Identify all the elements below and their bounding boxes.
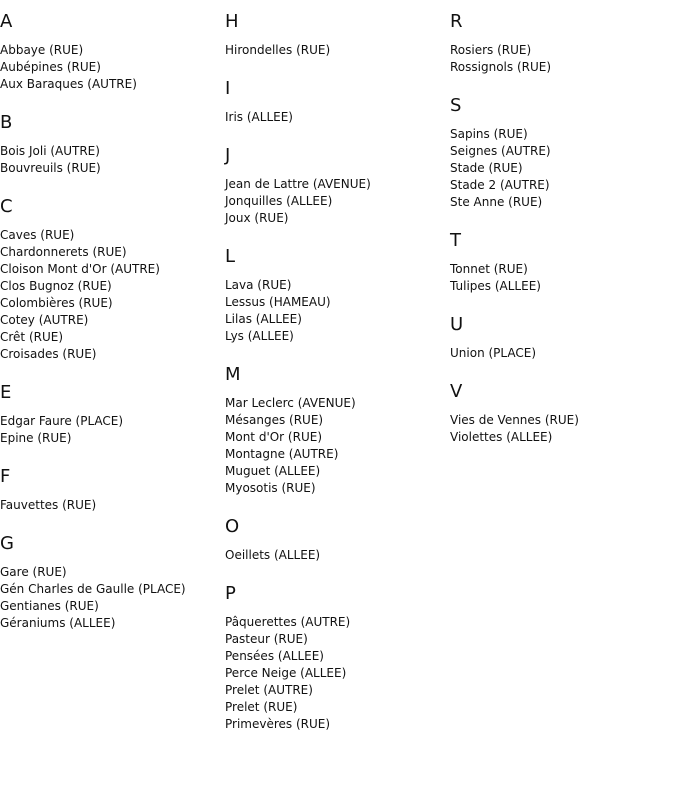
street-index-column-1	[0, 0, 225, 632]
street-link[interactable]: Rossignols (RUE)	[450, 60, 552, 74]
letter-heading: B	[0, 112, 13, 133]
letter-heading: I	[225, 78, 231, 99]
street-link[interactable]: Violettes (ALLEE)	[450, 430, 553, 444]
street-link[interactable]: Mar Leclerc (AVENUE)	[225, 396, 356, 410]
street-link[interactable]: Chardonnerets (RUE)	[0, 245, 127, 259]
letter-group	[225, 146, 450, 227]
letter-group	[450, 382, 675, 446]
letter-group	[0, 467, 225, 514]
letter-group	[0, 534, 225, 632]
street-link[interactable]: Prelet (RUE)	[225, 700, 298, 714]
street-link[interactable]: Mésanges (RUE)	[225, 413, 324, 427]
street-link[interactable]: Cloison Mont d'Or (AUTRE)	[0, 262, 160, 276]
street-link[interactable]: Croisades (RUE)	[0, 347, 97, 361]
street-link[interactable]: Vies de Vennes (RUE)	[450, 413, 579, 427]
street-link[interactable]: Pâquerettes (AUTRE)	[225, 615, 351, 629]
letter-group	[450, 12, 675, 76]
street-link[interactable]: Gare (RUE)	[0, 565, 67, 579]
street-link[interactable]: Primevères (RUE)	[225, 717, 331, 731]
letter-group	[0, 12, 225, 93]
street-link[interactable]: Ste Anne (RUE)	[450, 195, 543, 209]
street-link[interactable]: Union (PLACE)	[450, 346, 537, 360]
street-link[interactable]: Hirondelles (RUE)	[225, 43, 331, 57]
letter-heading: L	[225, 246, 236, 267]
street-link[interactable]: Gentianes (RUE)	[0, 599, 99, 613]
street-link[interactable]: Edgar Faure (PLACE)	[0, 414, 124, 428]
street-index-column-3	[450, 0, 675, 446]
letter-heading: P	[225, 583, 236, 604]
street-link[interactable]: Clos Bugnoz (RUE)	[0, 279, 112, 293]
letter-group	[225, 12, 450, 59]
letter-group	[0, 113, 225, 177]
street-link[interactable]: Prelet (AUTRE)	[225, 683, 313, 697]
street-index-column-2	[225, 0, 450, 733]
street-link[interactable]: Stade (RUE)	[450, 161, 523, 175]
letter-group	[450, 315, 675, 362]
letter-heading: T	[450, 230, 461, 251]
letter-group	[450, 231, 675, 295]
street-link[interactable]: Crêt (RUE)	[0, 330, 64, 344]
letter-group	[225, 247, 450, 345]
street-link[interactable]: Bouvreuils (RUE)	[0, 161, 101, 175]
street-link[interactable]: Oeillets (ALLEE)	[225, 548, 321, 562]
street-link[interactable]: Perce Neige (ALLEE)	[225, 666, 347, 680]
street-link[interactable]: Abbaye (RUE)	[0, 43, 84, 57]
letter-heading: H	[225, 11, 239, 32]
street-link[interactable]: Stade 2 (AUTRE)	[450, 178, 550, 192]
letter-heading: C	[0, 196, 13, 217]
street-link[interactable]: Montagne (AUTRE)	[225, 447, 339, 461]
letter-group	[225, 584, 450, 733]
street-link[interactable]: Tulipes (ALLEE)	[450, 279, 541, 293]
letter-group	[225, 365, 450, 497]
letter-heading: V	[450, 381, 463, 402]
street-link[interactable]: Géraniums (ALLEE)	[0, 616, 116, 630]
letter-heading: U	[450, 314, 464, 335]
street-link[interactable]: Gén Charles de Gaulle (PLACE)	[0, 582, 186, 596]
street-link[interactable]: Pensées (ALLEE)	[225, 649, 324, 663]
street-link[interactable]: Lilas (ALLEE)	[225, 312, 302, 326]
letter-group	[225, 79, 450, 126]
street-link[interactable]: Myosotis (RUE)	[225, 481, 316, 495]
letter-heading: M	[225, 364, 241, 385]
street-link[interactable]: Iris (ALLEE)	[225, 110, 293, 124]
street-link[interactable]: Fauvettes (RUE)	[0, 498, 97, 512]
letter-group	[0, 197, 225, 363]
street-link[interactable]: Colombières (RUE)	[0, 296, 113, 310]
street-link[interactable]: Caves (RUE)	[0, 228, 75, 242]
letter-heading: F	[0, 466, 11, 487]
letter-heading: J	[225, 145, 231, 166]
street-link[interactable]: Seignes (AUTRE)	[450, 144, 551, 158]
letter-heading: R	[450, 11, 463, 32]
street-link[interactable]: Aux Baraques (AUTRE)	[0, 77, 137, 91]
letter-group	[0, 383, 225, 447]
street-link[interactable]: Sapins (RUE)	[450, 127, 528, 141]
street-link[interactable]: Jonquilles (ALLEE)	[225, 194, 333, 208]
street-link[interactable]: Bois Joli (AUTRE)	[0, 144, 100, 158]
street-link[interactable]: Cotey (AUTRE)	[0, 313, 89, 327]
letter-group	[450, 96, 675, 211]
street-link[interactable]: Tonnet (RUE)	[450, 262, 528, 276]
letter-heading: S	[450, 95, 462, 116]
street-link[interactable]: Muguet (ALLEE)	[225, 464, 321, 478]
street-link[interactable]: Mont d'Or (RUE)	[225, 430, 322, 444]
street-link[interactable]: Lava (RUE)	[225, 278, 292, 292]
street-link[interactable]: Jean de Lattre (AVENUE)	[225, 177, 371, 191]
letter-group	[225, 517, 450, 564]
letter-heading: O	[225, 516, 240, 537]
street-link[interactable]: Epine (RUE)	[0, 431, 72, 445]
street-link[interactable]: Aubépines (RUE)	[0, 60, 101, 74]
street-link[interactable]: Pasteur (RUE)	[225, 632, 308, 646]
letter-heading: E	[0, 382, 12, 403]
street-link[interactable]: Rosiers (RUE)	[450, 43, 532, 57]
street-link[interactable]: Lessus (HAMEAU)	[225, 295, 331, 309]
street-link[interactable]: Joux (RUE)	[225, 211, 289, 225]
letter-heading: G	[0, 533, 14, 554]
street-link[interactable]: Lys (ALLEE)	[225, 329, 294, 343]
letter-heading: A	[0, 11, 13, 32]
